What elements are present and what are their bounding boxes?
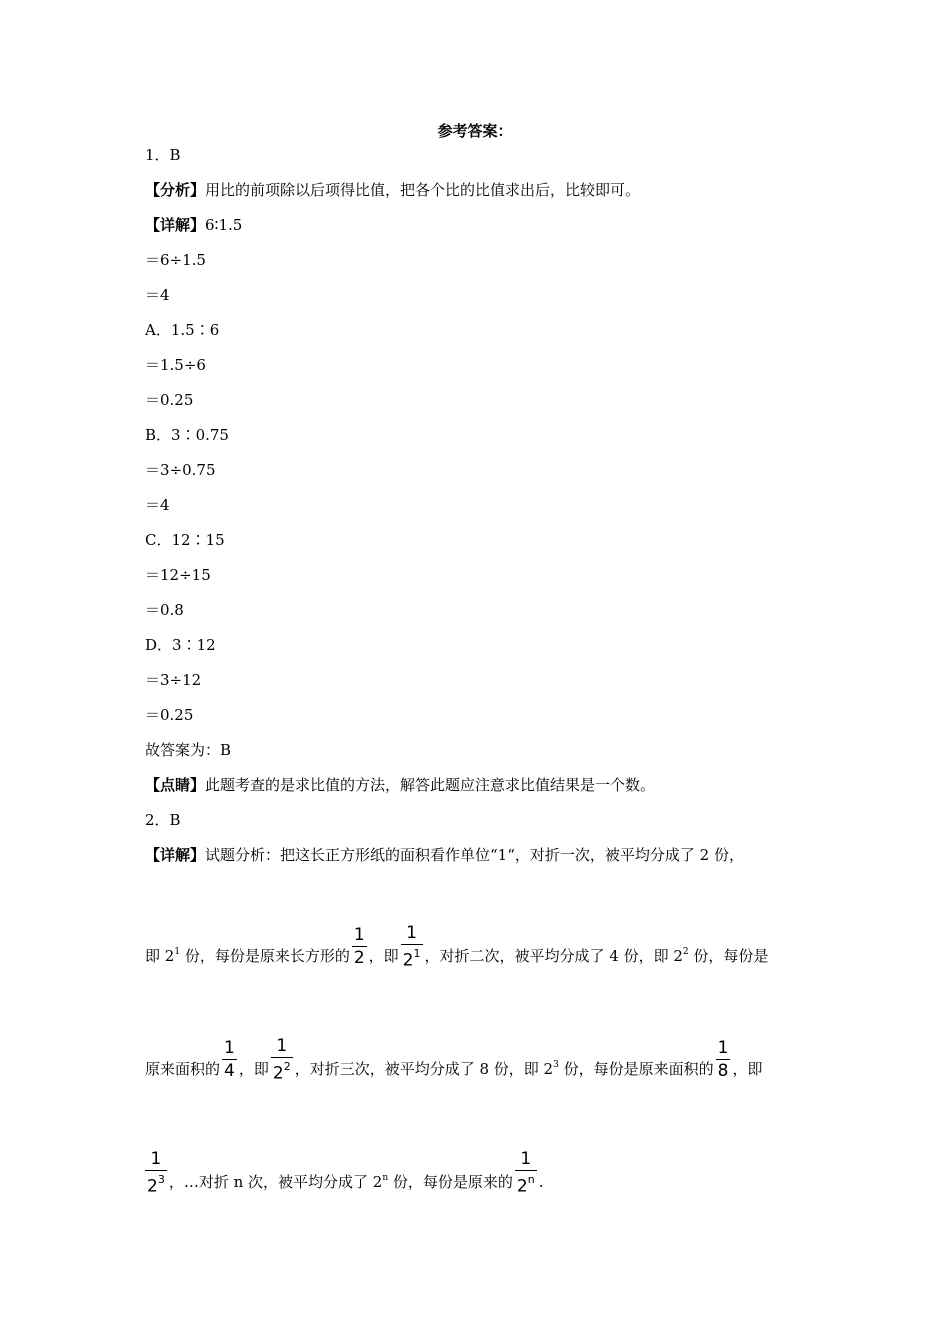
numerator: 1 xyxy=(406,923,417,943)
text: 份，每份是原来面积的 xyxy=(558,1059,714,1078)
q1-step: ＝6÷1.5 xyxy=(145,251,206,269)
q1-step: B．3∶0.75 xyxy=(145,426,229,444)
q1-analysis xyxy=(145,180,640,200)
exponent: 1 xyxy=(413,947,421,960)
q1-step: ＝4 xyxy=(145,496,170,514)
q1-comment-text: 此题考查的是求比值的方法，解答此题应注意求比值结果是一个数。 xyxy=(205,776,656,794)
numerator: 1 xyxy=(717,1038,729,1059)
text: 份，每份是原来长方形的 xyxy=(180,946,350,965)
q1-answer: 1．B xyxy=(145,146,181,164)
denominator xyxy=(145,1170,167,1198)
superscript: n xyxy=(382,1172,389,1183)
page-title: 参考答案： xyxy=(437,122,513,140)
q1-detail-tag: 【详解】 xyxy=(145,216,206,234)
fraction-one-over-2-pow-n xyxy=(515,1148,537,1198)
exponent: 3 xyxy=(157,1173,165,1186)
q1-step: ＝4 xyxy=(145,286,170,304)
text: 原来面积的 xyxy=(145,1059,221,1078)
q2-line-4 xyxy=(143,1149,544,1208)
q2-detail-text: 试题分析：把这长正方形纸的面积看作单位“1“，对折一次，被平均分成了 2 份， xyxy=(205,846,744,864)
q1-step: ＝0.25 xyxy=(145,706,194,724)
q2-answer: 2．B xyxy=(145,811,181,829)
superscript: 1 xyxy=(174,946,181,957)
q1-step: ＝3÷0.75 xyxy=(145,461,216,479)
text: ，即 xyxy=(368,946,399,965)
q1-step: C．12∶15 xyxy=(145,531,225,549)
text: 份，每份是原来的 xyxy=(388,1172,513,1191)
q1-comment xyxy=(145,775,655,795)
base: 2 xyxy=(516,1176,528,1197)
fraction-one-half xyxy=(352,924,367,969)
denominator: 8 xyxy=(717,1061,729,1082)
numerator: 1 xyxy=(520,1149,532,1169)
text: ，即 xyxy=(732,1059,763,1078)
denominator xyxy=(515,1170,537,1198)
text: ，对折二次，被平均分成了 4 份，即 2 xyxy=(424,946,683,965)
fraction-one-over-2-pow-3 xyxy=(145,1148,167,1198)
text: ，…对折 n 次，被平均分成了 2 xyxy=(168,1172,383,1191)
base: 2 xyxy=(147,1176,158,1197)
denominator xyxy=(271,1057,293,1085)
numerator: 1 xyxy=(276,1036,288,1056)
text: 即 2 xyxy=(145,946,175,965)
q1-final: 故答案为：B xyxy=(145,741,232,759)
q1-step: ＝3÷12 xyxy=(145,671,202,689)
numerator: 1 xyxy=(150,1149,162,1169)
fraction-one-quarter xyxy=(222,1037,237,1082)
numerator: 1 xyxy=(353,925,365,946)
fraction-one-over-2-pow-1 xyxy=(401,922,423,972)
q2-detail-tag: 【详解】 xyxy=(145,846,206,864)
q1-analysis-text: 用比的前项除以后项得比值，把各个比的比值求出后，比较即可。 xyxy=(205,181,641,199)
denominator: 4 xyxy=(224,1061,235,1082)
q1-analysis-tag: 【分析】 xyxy=(145,181,206,199)
q1-step: ＝1.5÷6 xyxy=(145,356,206,374)
fraction-one-eighth xyxy=(716,1037,731,1082)
text: ，即 xyxy=(238,1059,269,1078)
superscript: 3 xyxy=(553,1059,559,1070)
q1-step: ＝0.8 xyxy=(145,601,184,619)
text: . xyxy=(538,1172,544,1191)
q2-line-2 xyxy=(145,923,769,982)
superscript: 2 xyxy=(682,946,689,957)
q1-comment-tag: 【点睛】 xyxy=(145,776,206,794)
numerator: 1 xyxy=(224,1038,235,1059)
denominator: 2 xyxy=(353,948,365,969)
exponent: 2 xyxy=(283,1060,291,1073)
denominator xyxy=(401,944,423,972)
q1-step: ＝0.25 xyxy=(145,391,194,409)
q2-detail xyxy=(145,845,744,865)
text: 份，每份是 xyxy=(688,946,769,965)
q1-detail-first: 6∶1.5 xyxy=(205,216,243,234)
base: 2 xyxy=(402,950,414,971)
fraction-one-over-2-pow-2 xyxy=(271,1035,293,1085)
text: ，对折三次，被平均分成了 8 份，即 2 xyxy=(294,1059,554,1078)
q1-step: D．3∶12 xyxy=(145,636,216,654)
base: 2 xyxy=(272,1063,284,1084)
q1-step: A．1.5∶6 xyxy=(145,321,220,339)
q2-line-3 xyxy=(145,1036,763,1095)
exponent: n xyxy=(527,1173,535,1186)
q1-step: ＝12÷15 xyxy=(145,566,211,584)
q1-detail xyxy=(145,215,242,235)
